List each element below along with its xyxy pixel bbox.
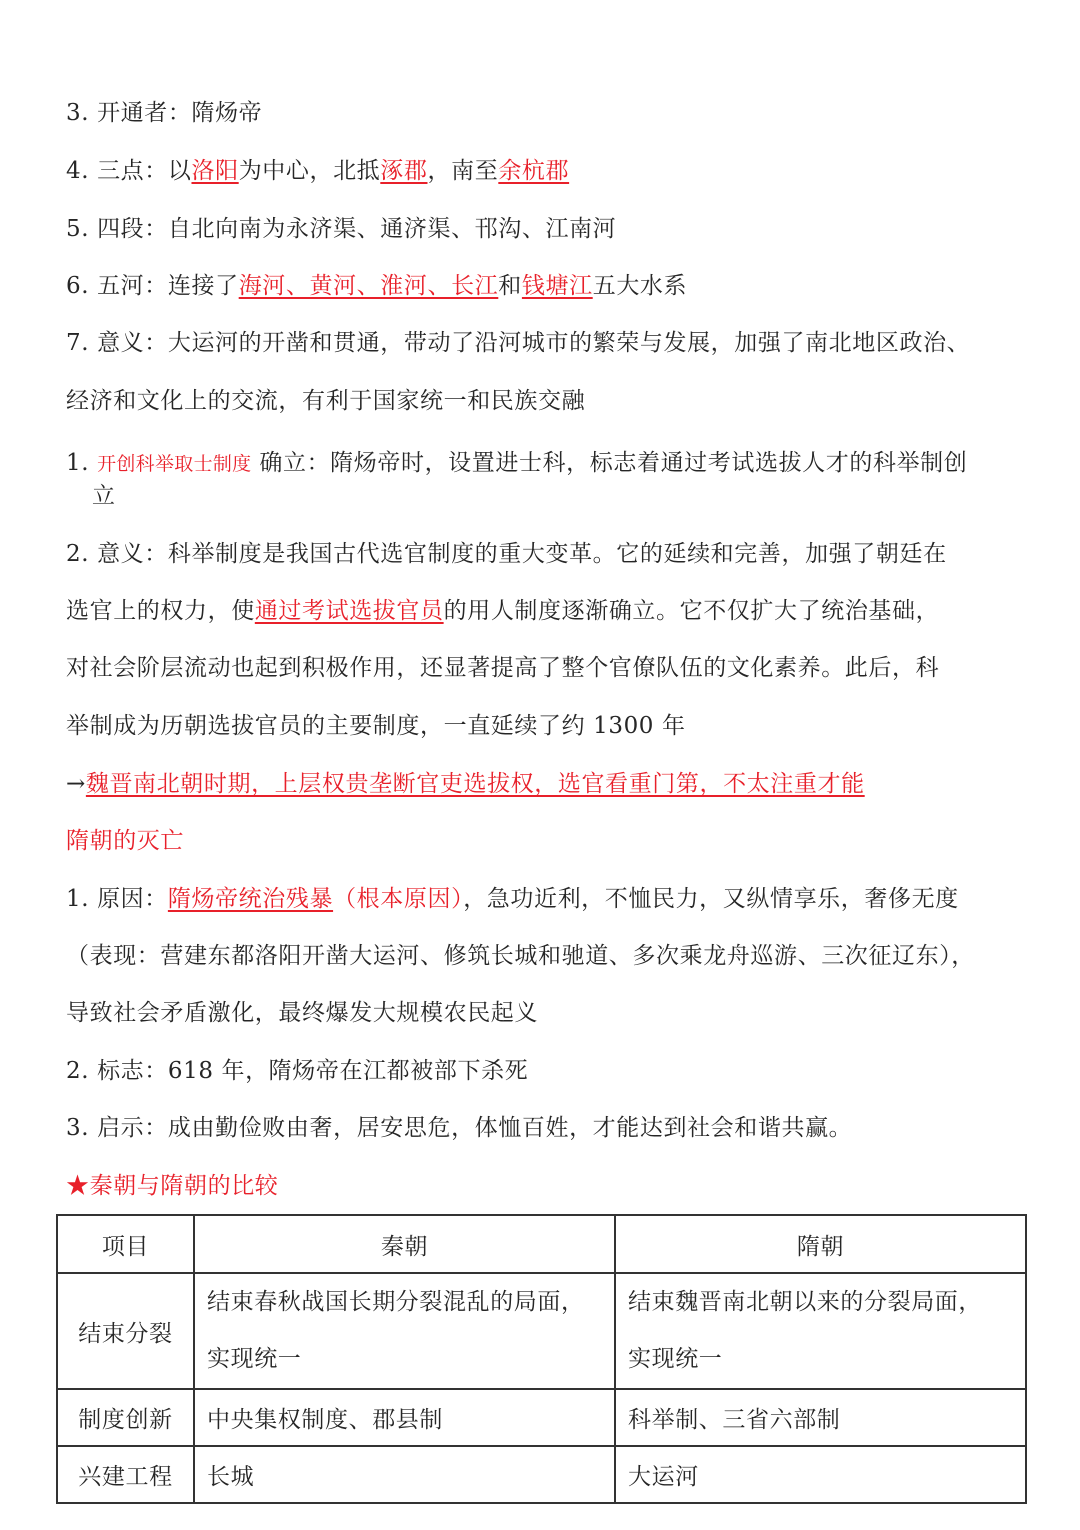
item-text: 和 <box>498 273 522 299</box>
item-text: 选官上的权力，使 <box>66 598 255 624</box>
table-header-row <box>57 1215 1026 1273</box>
canal-point-7-cont <box>66 383 585 419</box>
item-number: 5. <box>66 216 98 242</box>
item-label: 意义： <box>97 541 168 567</box>
item-text: 导致社会矛盾激化，最终爆发大规模农民起义 <box>66 1000 538 1026</box>
compare-heading: ★秦朝与隋朝的比较 <box>66 1173 279 1199</box>
fall-heading: 隋朝的灭亡 <box>66 828 184 854</box>
fall-point-1 <box>66 881 959 917</box>
header-cell-item: 项目 <box>57 1215 194 1273</box>
canal-point-3 <box>66 95 262 131</box>
cell-text: 结束春秋战国长期分裂混乱的局面， <box>207 1289 585 1315</box>
item-number: 3. <box>66 1115 98 1141</box>
item-text: 为中心，北抵 <box>238 158 381 184</box>
exam-point-1-cont <box>92 478 116 514</box>
item-number: 2. <box>66 541 98 567</box>
highlight-zhuojun: 涿郡 <box>380 158 428 184</box>
item-number: 1. <box>66 886 98 912</box>
highlight-yuhangjun: 余杭郡 <box>498 158 570 184</box>
exam-title: 开创科举取士制度 <box>97 453 252 475</box>
qin-cell <box>194 1273 615 1389</box>
fall-point-2 <box>66 1053 528 1089</box>
item-text: 的用人制度逐渐确立。它不仅扩大了统治基础， <box>443 598 940 624</box>
item-label: 三点： <box>97 158 168 184</box>
exam-point-2-cont3 <box>66 708 686 744</box>
item-text: ，南至 <box>427 158 499 184</box>
comparison-table <box>56 1214 1027 1504</box>
sui-cell <box>615 1273 1026 1389</box>
exam-point-2 <box>66 536 947 572</box>
highlight-qiantang: 钱塘江 <box>521 273 593 299</box>
row-label: 兴建工程 <box>57 1446 194 1503</box>
item-number: 2. <box>66 1058 98 1084</box>
item-label: 四段： <box>97 216 168 242</box>
row-label: 制度创新 <box>57 1389 194 1446</box>
sui-cell: 大运河 <box>615 1446 1026 1503</box>
highlight-exam-selection: 通过考试选拔官员 <box>254 598 444 624</box>
item-text: 自北向南为永济渠、通济渠、邗沟、江南河 <box>167 216 617 242</box>
fall-point-1-cont1 <box>66 938 975 974</box>
item-text: 对社会阶层流动也起到积极作用，还显著提高了整个官僚队伍的文化素养。此后，科 <box>66 655 940 681</box>
item-text: 连接了 <box>167 273 239 299</box>
fall-point-1-cont2 <box>66 995 538 1031</box>
cell-text: 实现统一 <box>628 1346 723 1372</box>
exam-point-2-cont1 <box>66 593 939 629</box>
exam-arrow-note <box>66 766 865 802</box>
highlight-cause: 隋炀帝统治残暴 <box>167 886 334 912</box>
item-text: （表现：营建东都洛阳开凿大运河、修筑长城和驰道、多次乘龙舟巡游、三次征辽东）， <box>66 943 975 969</box>
item-number: 7. <box>66 330 98 356</box>
qin-cell: 长城 <box>194 1446 615 1503</box>
item-text: 成由勤俭败由奢，居安思危，体恤百姓，才能达到社会和谐共赢。 <box>167 1115 853 1141</box>
row-label: 结束分裂 <box>57 1273 194 1389</box>
header-cell-qin: 秦朝 <box>194 1215 615 1273</box>
item-label: 启示： <box>97 1115 168 1141</box>
item-label: 五河： <box>97 273 168 299</box>
arrow-icon: → <box>66 771 86 797</box>
item-text: 确立：隋炀帝时，设置进士科，标志着通过考试选拔人才的科举制创 <box>251 450 968 476</box>
exam-point-1 <box>66 445 967 482</box>
item-text: 以 <box>167 158 192 184</box>
item-number: 1. <box>66 450 98 476</box>
header-cell-sui: 隋朝 <box>615 1215 1026 1273</box>
item-number: 3. <box>66 100 98 126</box>
item-text: 618 年，隋炀帝在江都被部下杀死 <box>167 1058 529 1084</box>
fall-point-3 <box>66 1110 852 1146</box>
cell-text: 实现统一 <box>207 1346 302 1372</box>
arrow-note-text: 魏晋南北朝时期，上层权贵垄断官吏选拔权，选官看重门第，不太注重才能 <box>85 771 865 797</box>
item-number: 6. <box>66 273 98 299</box>
item-text: ，急功近利，不恤民力，又纵情享乐，奢侈无度 <box>463 886 959 912</box>
qin-cell: 中央集权制度、郡县制 <box>194 1389 615 1446</box>
item-text: 五大水系 <box>592 273 688 299</box>
sui-cell: 科举制、三省六部制 <box>615 1389 1026 1446</box>
canal-point-5 <box>66 211 616 247</box>
exam-point-2-cont2 <box>66 650 939 686</box>
highlight-root-cause: （根本原因） <box>333 886 464 912</box>
table-row <box>57 1446 1026 1503</box>
canal-point-6 <box>66 268 687 304</box>
item-text: 举制成为历朝选拔官员的主要制度，一直延续了约 1300 年 <box>66 713 686 739</box>
highlight-luoyang: 洛阳 <box>191 158 239 184</box>
canal-point-7 <box>66 325 970 361</box>
highlight-rivers: 海河、黄河、淮河、长江 <box>238 273 499 299</box>
item-label: 原因： <box>97 886 168 912</box>
table-row <box>57 1389 1026 1446</box>
item-text: 科举制度是我国古代选官制度的重大变革。它的延续和完善，加强了朝廷在 <box>167 541 947 567</box>
item-text: 大运河的开凿和贯通，带动了沿河城市的繁荣与发展，加强了南北地区政治、 <box>167 330 971 356</box>
item-label: 开通者： <box>97 100 192 126</box>
item-text: 隋炀帝 <box>191 100 263 126</box>
canal-point-4 <box>66 153 569 189</box>
item-text: 经济和文化上的交流，有利于国家统一和民族交融 <box>66 388 586 414</box>
item-text: 立 <box>92 483 116 509</box>
cell-text: 结束魏晋南北朝以来的分裂局面， <box>628 1289 982 1315</box>
item-number: 4. <box>66 158 98 184</box>
item-label: 标志： <box>97 1058 168 1084</box>
item-label: 意义： <box>97 330 168 356</box>
table-row <box>57 1273 1026 1389</box>
